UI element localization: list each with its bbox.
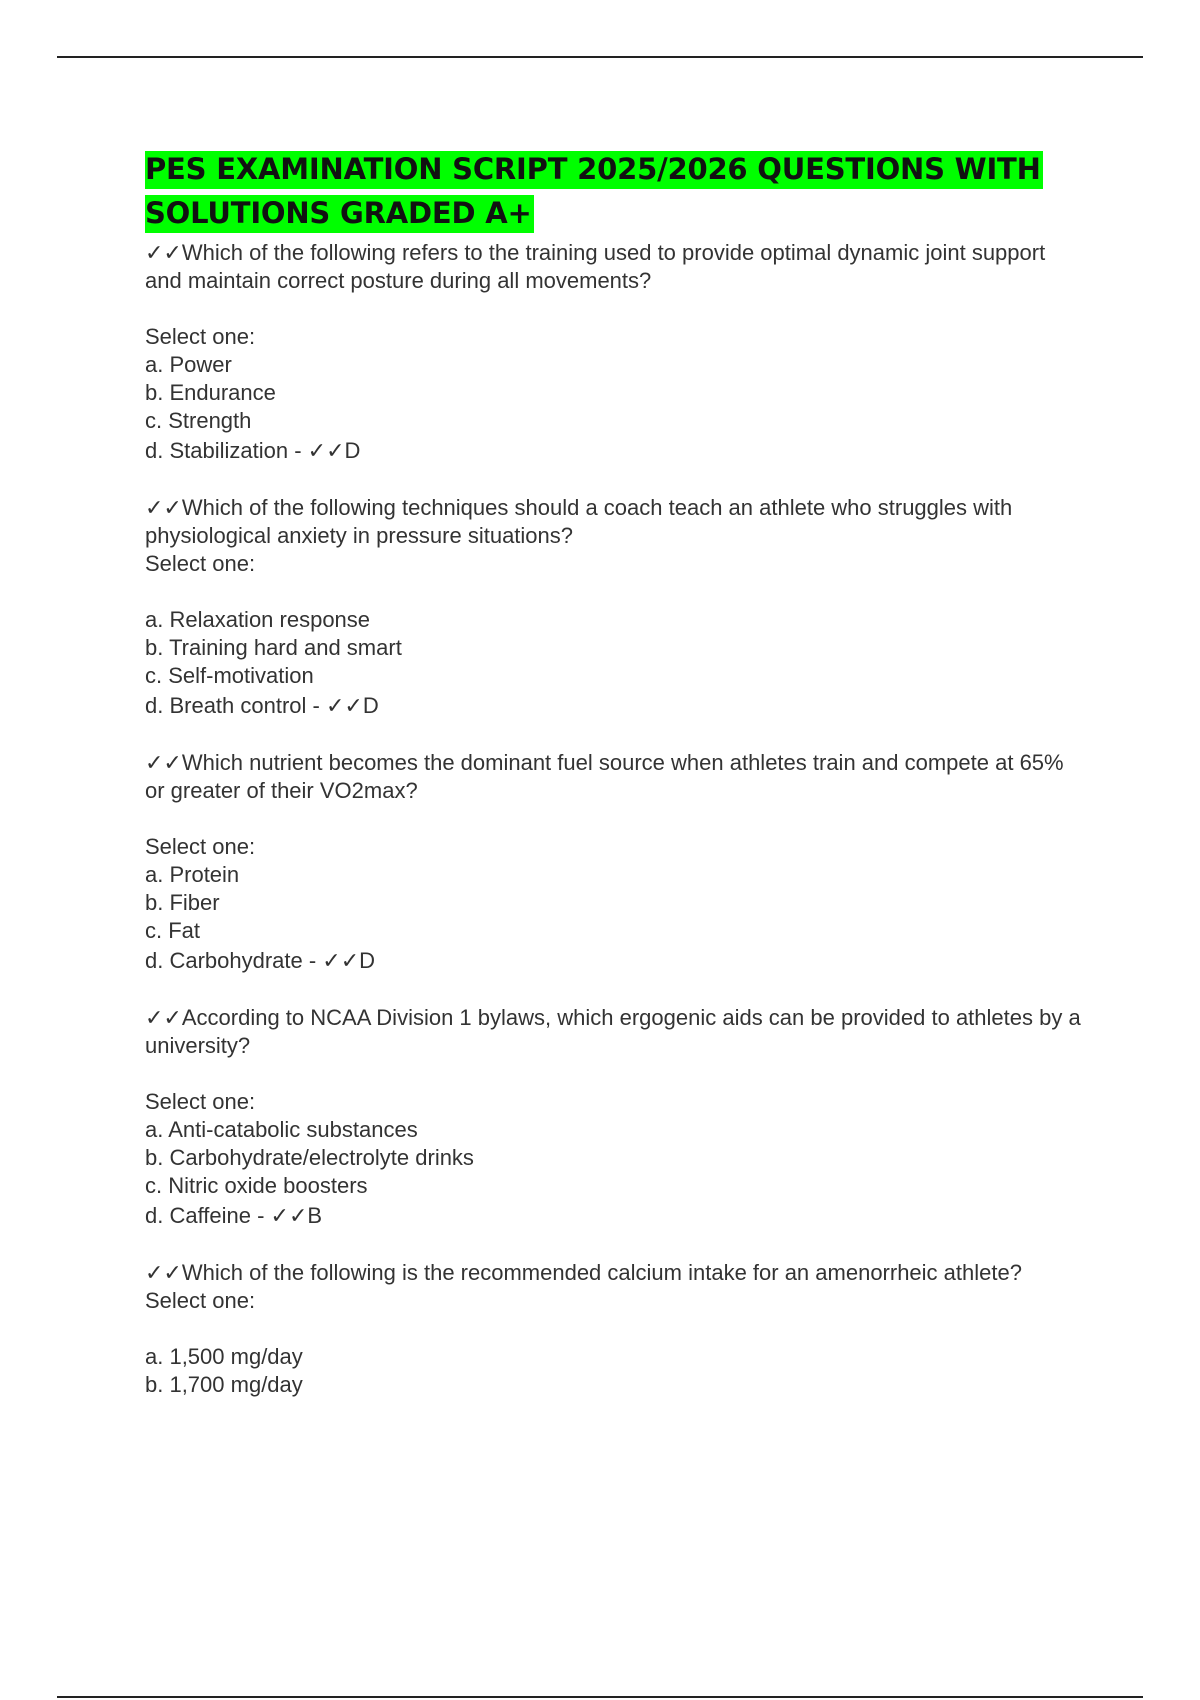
option-d-answer: d. Breath control - ✓✓D <box>145 693 379 718</box>
footer-rule <box>57 1696 1143 1698</box>
question-text: ✓✓Which of the following techniques should a coach teach an athlete who struggles with physiological anxiety in pressure situations? <box>145 495 1013 548</box>
select-label: Select one: <box>145 1089 256 1114</box>
option-d-answer: d. Carbohydrate - ✓✓D <box>145 948 376 973</box>
document-body <box>145 147 1085 1428</box>
header-rule <box>57 56 1143 58</box>
option-b: b. 1,700 mg/day <box>145 1372 303 1397</box>
option-a: a. Protein <box>145 862 240 887</box>
option-d-answer: d. Caffeine - ✓✓B <box>145 1203 323 1228</box>
option-b: b. Endurance <box>145 380 276 405</box>
option-a: a. Anti-catabolic substances <box>145 1117 418 1142</box>
option-c: c. Nitric oxide boosters <box>145 1173 368 1198</box>
option-d-answer: d. Stabilization - ✓✓D <box>145 438 361 463</box>
option-c: c. Strength <box>145 408 252 433</box>
document-title-text: PES EXAMINATION SCRIPT 2025/2026 QUESTIONS WITH SOLUTIONS GRADED A+ <box>145 151 1043 233</box>
question-3 <box>145 749 1085 975</box>
question-text: ✓✓Which of the following refers to the training used to provide optimal dynamic joint support and maintain correct posture during all movements? <box>145 240 1046 293</box>
option-b: b. Carbohydrate/electrolyte drinks <box>145 1145 474 1170</box>
option-b: b. Training hard and smart <box>145 635 402 660</box>
option-a: a. 1,500 mg/day <box>145 1344 303 1369</box>
question-text: ✓✓Which nutrient becomes the dominant fuel source when athletes train and compete at 65% or greater of their VO2max? <box>145 750 1064 803</box>
question-4 <box>145 1004 1085 1230</box>
question-2 <box>145 494 1085 720</box>
question-5 <box>145 1259 1085 1399</box>
select-label: Select one: <box>145 834 256 859</box>
option-a: a. Relaxation response <box>145 607 371 632</box>
question-1 <box>145 239 1085 465</box>
select-label: Select one: <box>145 1288 256 1313</box>
option-a: a. Power <box>145 352 232 377</box>
option-c: c. Fat <box>145 918 201 943</box>
question-text: ✓✓According to NCAA Division 1 bylaws, which ergogenic aids can be provided to athletes by a university? <box>145 1005 1081 1058</box>
option-c: c. Self-motivation <box>145 663 314 688</box>
select-label: Select one: <box>145 324 256 349</box>
option-b: b. Fiber <box>145 890 220 915</box>
document-title <box>145 147 1085 235</box>
question-text: ✓✓Which of the following is the recommended calcium intake for an amenorrheic athlete? <box>145 1260 1022 1285</box>
select-label: Select one: <box>145 551 256 576</box>
